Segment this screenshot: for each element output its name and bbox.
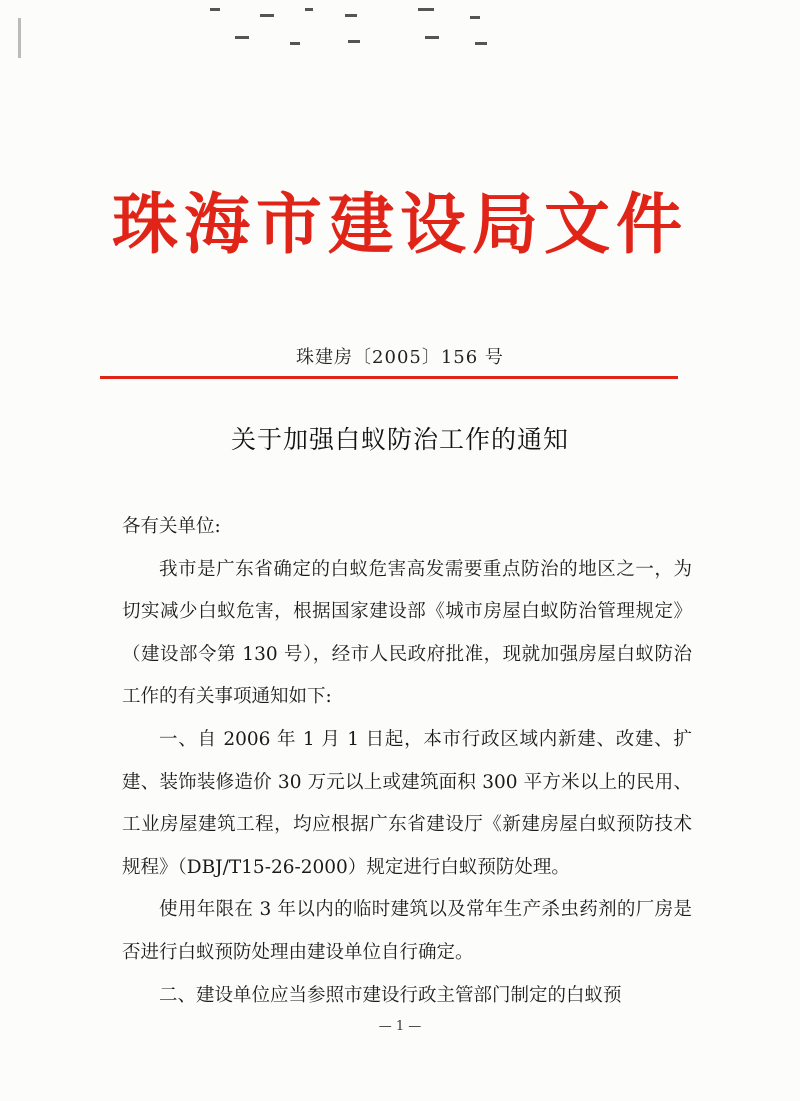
scan-speck [418, 8, 434, 11]
salutation: 各有关单位: [122, 516, 221, 537]
paragraph-intro: 我市是广东省确定的白蚁危害高发需要重点防治的地区之一，为切实减少白蚁危害，根据国家建设部《城市房屋白蚁防治管理规定》（建设部令第 130 号），经市人民政府批准，现就加强房屋白蚁防治工作的有关事项通知如下: [122, 558, 692, 708]
document-number: 珠建房〔2005〕156 号 [296, 347, 504, 368]
red-separator-line [100, 376, 678, 379]
page-number: — 1 — [378, 1019, 422, 1034]
scan-speck [345, 14, 357, 17]
scan-speck [475, 42, 487, 45]
scan-mark [18, 18, 21, 58]
scan-speck [210, 8, 220, 11]
paragraph-exemption: 使用年限在 3 年以内的临时建筑以及常年生产杀虫药剂的厂房是否进行白蚁预防处理由建设单位自行确定。 [122, 899, 692, 963]
scan-speck [290, 42, 300, 45]
paragraph-item-1: 一、自 2006 年 1 月 1 日起，本市行政区域内新建、改建、扩建、装饰装修造价 30 万元以上或建筑面积 300 平方米以上的民用、工业房屋建筑工程，均应根据广东省建设厅《新建房屋白蚁预防技术规程》（DBJ/T15-26-2000）规定进行白蚁预防处理。 [122, 728, 692, 878]
notice-title: 关于加强白蚁防治工作的通知 [230, 425, 569, 454]
scan-speck [348, 40, 360, 43]
scan-speck [260, 14, 274, 17]
notice-body [122, 506, 692, 1017]
paragraph-item-2: 二、建设单位应当参照市建设行政主管部门制定的白蚁预 [159, 984, 622, 1006]
scan-speck [305, 8, 313, 11]
scan-speck [235, 36, 249, 39]
scan-speck [470, 16, 480, 19]
issuing-authority-header: 珠海市建设局文件 [112, 186, 688, 263]
scan-speck [425, 36, 439, 39]
